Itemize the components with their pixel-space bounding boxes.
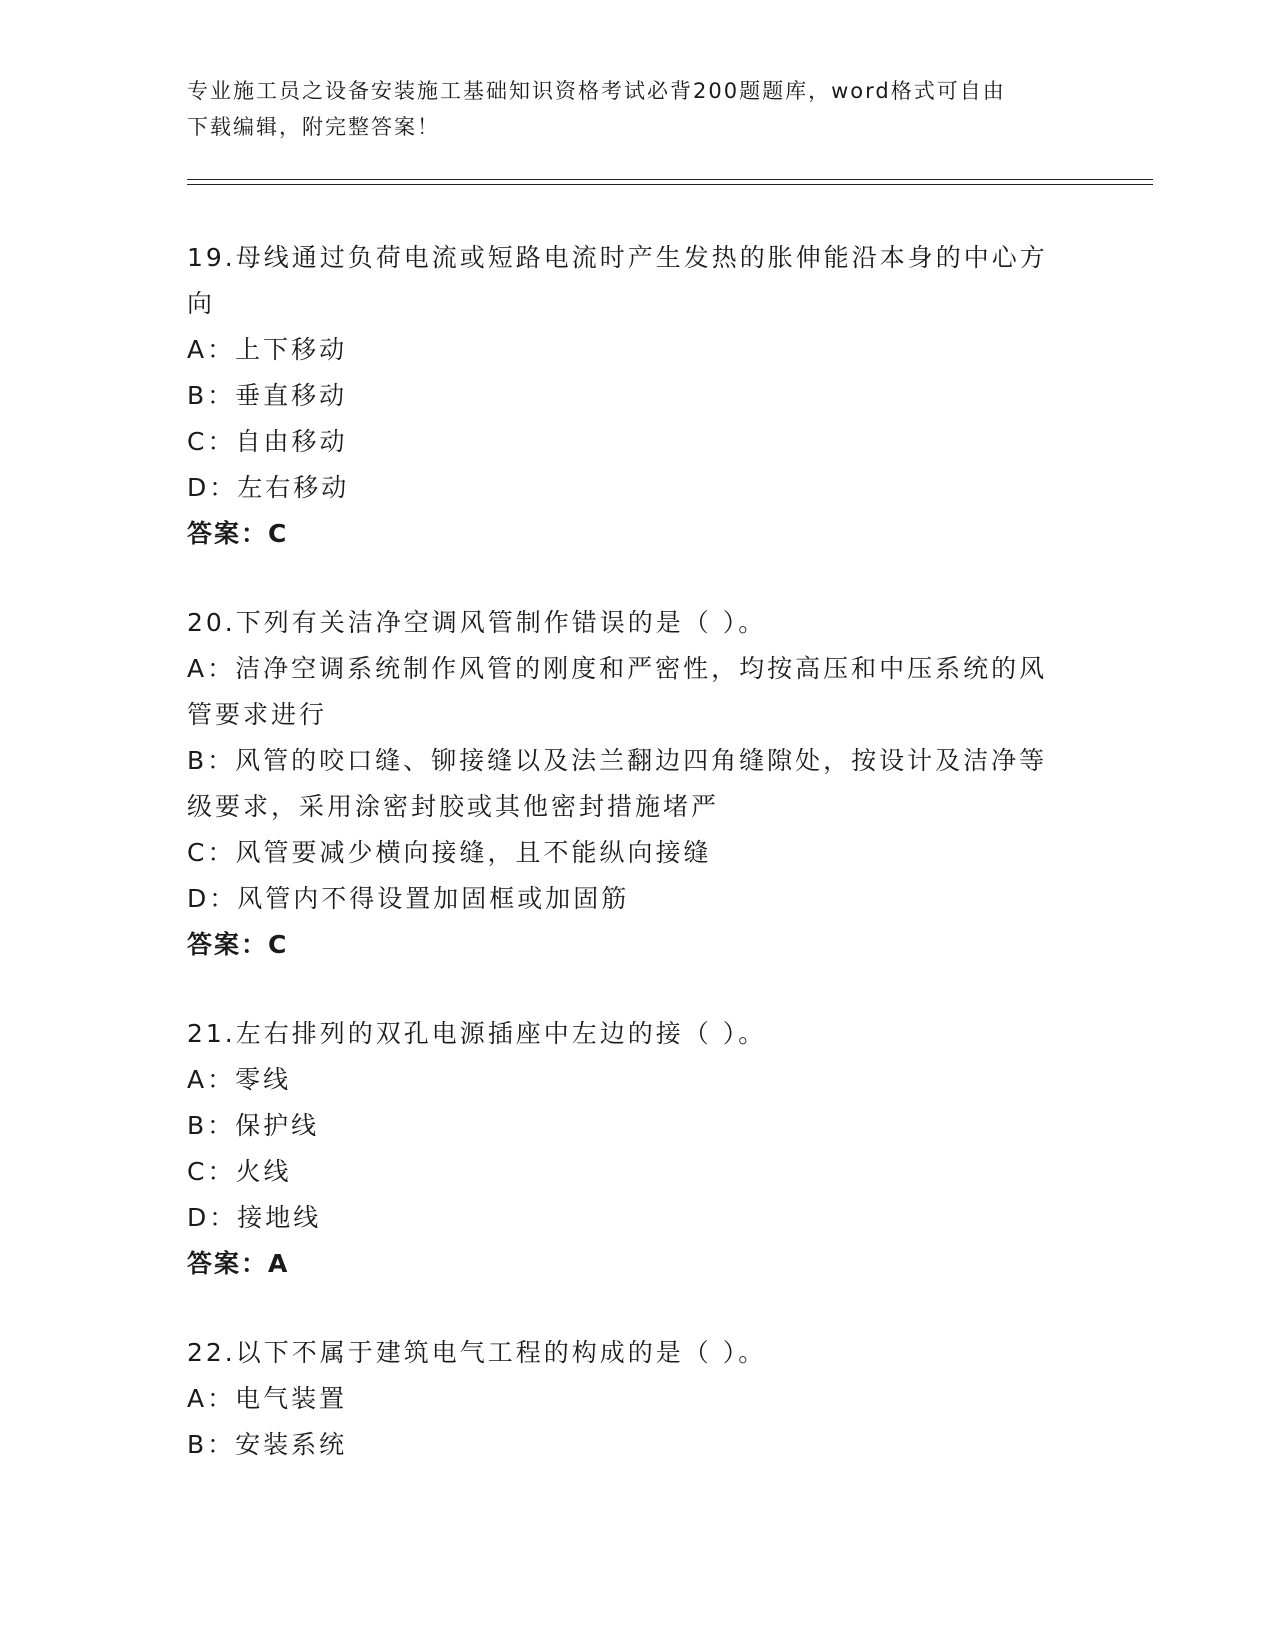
question-block <box>187 1330 1087 1468</box>
answer-option: A：电气装置 <box>187 1384 348 1413</box>
answer-option: B：风管的咬口缝、铆接缝以及法兰翻边四角缝隙处，按设计及洁净等 <box>187 746 1048 775</box>
header-line-2: 下载编辑，附完整答案！ <box>187 115 440 139</box>
answer-option: C：风管要减少横向接缝，且不能纵向接缝 <box>187 838 712 867</box>
question-spacer <box>187 1287 1087 1330</box>
answer-option: A：零线 <box>187 1065 292 1094</box>
answer-option: C：火线 <box>187 1157 292 1186</box>
question-block <box>187 1011 1087 1287</box>
header-line-1: 专业施工员之设备安装施工基础知识资格考试必背200题题库，word格式可自由 <box>187 79 1006 103</box>
answer-option: D：接地线 <box>187 1203 322 1232</box>
question-spacer <box>187 557 1087 600</box>
question-stem: 21.左右排列的双孔电源插座中左边的接（ ）。 <box>187 1019 767 1048</box>
question-stem: 向 <box>187 289 216 318</box>
question-spacer <box>187 968 1087 1011</box>
answer-option: D：风管内不得设置加固框或加固筋 <box>187 884 630 913</box>
answer-key: 答案：C <box>187 930 289 959</box>
answer-option: 管要求进行 <box>187 700 328 729</box>
question-list <box>187 235 1087 1468</box>
answer-option: C：自由移动 <box>187 427 348 456</box>
answer-option: B：保护线 <box>187 1111 320 1140</box>
question-stem: 19.母线通过负荷电流或短路电流时产生发热的胀伸能沿本身的中心方 <box>187 243 1048 272</box>
document-header <box>187 73 1087 145</box>
answer-key: 答案：C <box>187 519 289 548</box>
question-stem: 22.以下不属于建筑电气工程的构成的是（ ）。 <box>187 1338 767 1367</box>
answer-key: 答案：A <box>187 1249 290 1278</box>
header-divider-bottom <box>187 184 1153 185</box>
question-block <box>187 600 1087 968</box>
answer-option: D：左右移动 <box>187 473 350 502</box>
answer-option: B：安装系统 <box>187 1430 348 1459</box>
answer-option: A：上下移动 <box>187 335 348 364</box>
header-divider-top <box>187 179 1153 180</box>
question-block <box>187 235 1087 557</box>
answer-option: A：洁净空调系统制作风管的刚度和严密性，均按高压和中压系统的风 <box>187 654 1048 683</box>
answer-option: 级要求，采用涂密封胶或其他密封措施堵严 <box>187 792 720 821</box>
answer-option: B：垂直移动 <box>187 381 348 410</box>
question-stem: 20.下列有关洁净空调风管制作错误的是（ ）。 <box>187 608 767 637</box>
